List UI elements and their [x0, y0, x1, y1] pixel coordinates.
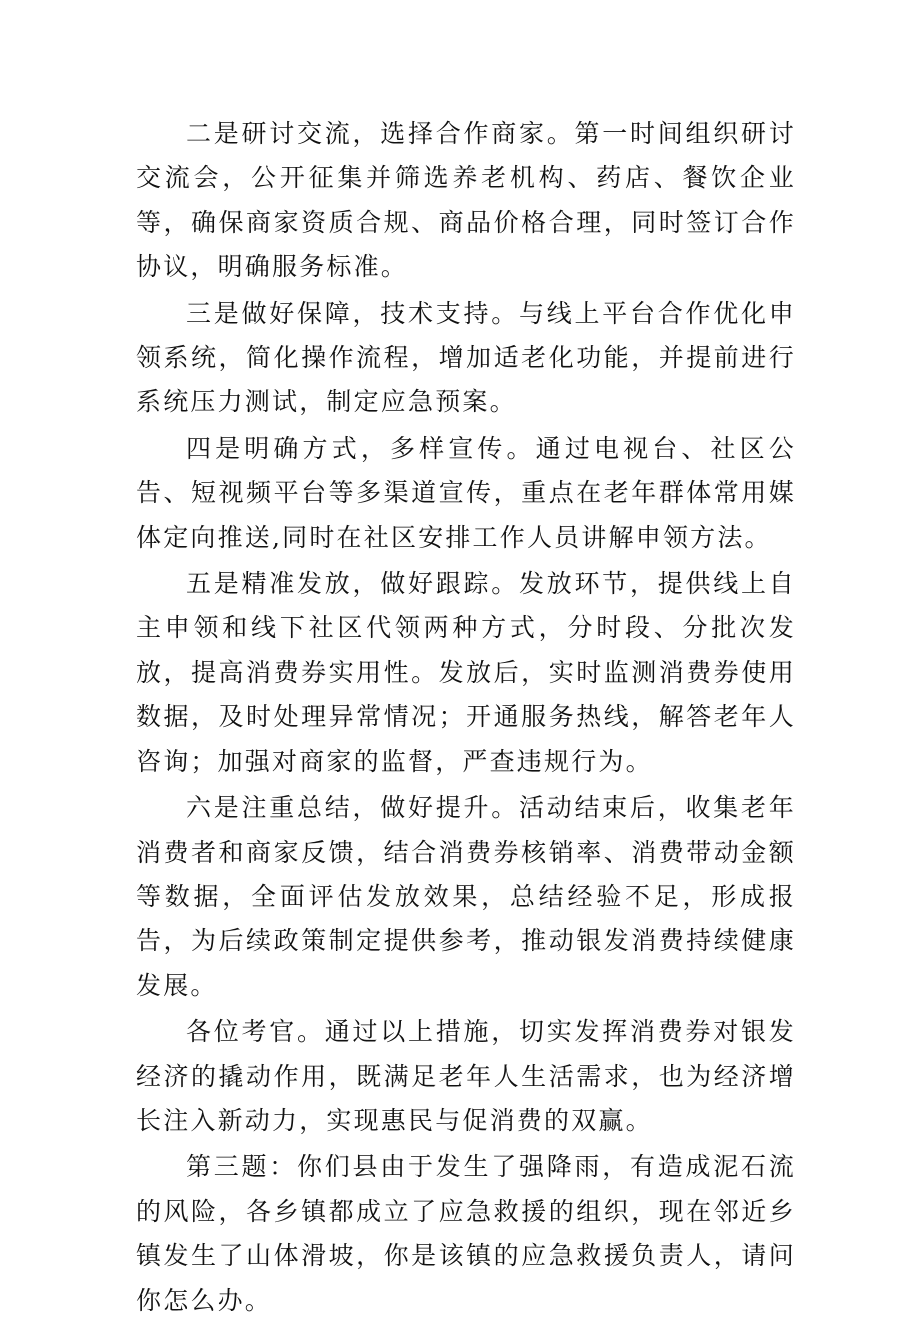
paragraph-6-summary: 六是注重总结，做好提升。活动结束后，收集老年消费者和商家反馈，结合消费券核销率、消费带动金额等数据，全面评估发放效果，总结经验不足，形成报告，为后续政策制定提供参考，推动银发消费持续健康发展。 — [136, 793, 796, 1000]
paragraph-4-publicity: 四是明确方式，多样宣传。通过电视台、社区公告、短视频平台等多渠道宣传，重点在老年群体常用媒体定向推送,同时在社区安排工作人员讲解申领方法。 — [136, 433, 796, 552]
paragraph-question-3: 第三题：你们县由于发生了强降雨，有造成泥石流的风险，各乡镇都成立了应急救援的组织，现在邻近乡镇发生了山体滑坡，你是该镇的应急救援负责人，请问你怎么办。 — [136, 1152, 796, 1315]
paragraph-3-technical-support: 三是做好保障，技术支持。与线上平台合作优化申领系统，简化操作流程，增加适老化功能，并提前进行系统压力测试，制定应急预案。 — [136, 298, 796, 417]
document-body — [136, 112, 796, 1325]
paragraph-2-merchant-selection: 二是研讨交流，选择合作商家。第一时间组织研讨交流会，公开征集并筛选养老机构、药店、餐饮企业等，确保商家资质合规、商品价格合理，同时签订合作协议，明确服务标准。 — [136, 119, 796, 282]
paragraph-conclusion: 各位考官。通过以上措施，切实发挥消费券对银发经济的撬动作用，既满足老年人生活需求，也为经济增长注入新动力，实现惠民与促消费的双赢。 — [136, 1017, 796, 1135]
paragraph-5-distribution: 五是精准发放，做好跟踪。发放环节，提供线上自主申领和线下社区代领两种方式，分时段、分批次发放，提高消费券实用性。发放后，实时监测消费券使用数据，及时处理异常情况；开通服务热线，解答老年人咨询；加强对商家的监督，严查违规行为。 — [136, 569, 796, 776]
